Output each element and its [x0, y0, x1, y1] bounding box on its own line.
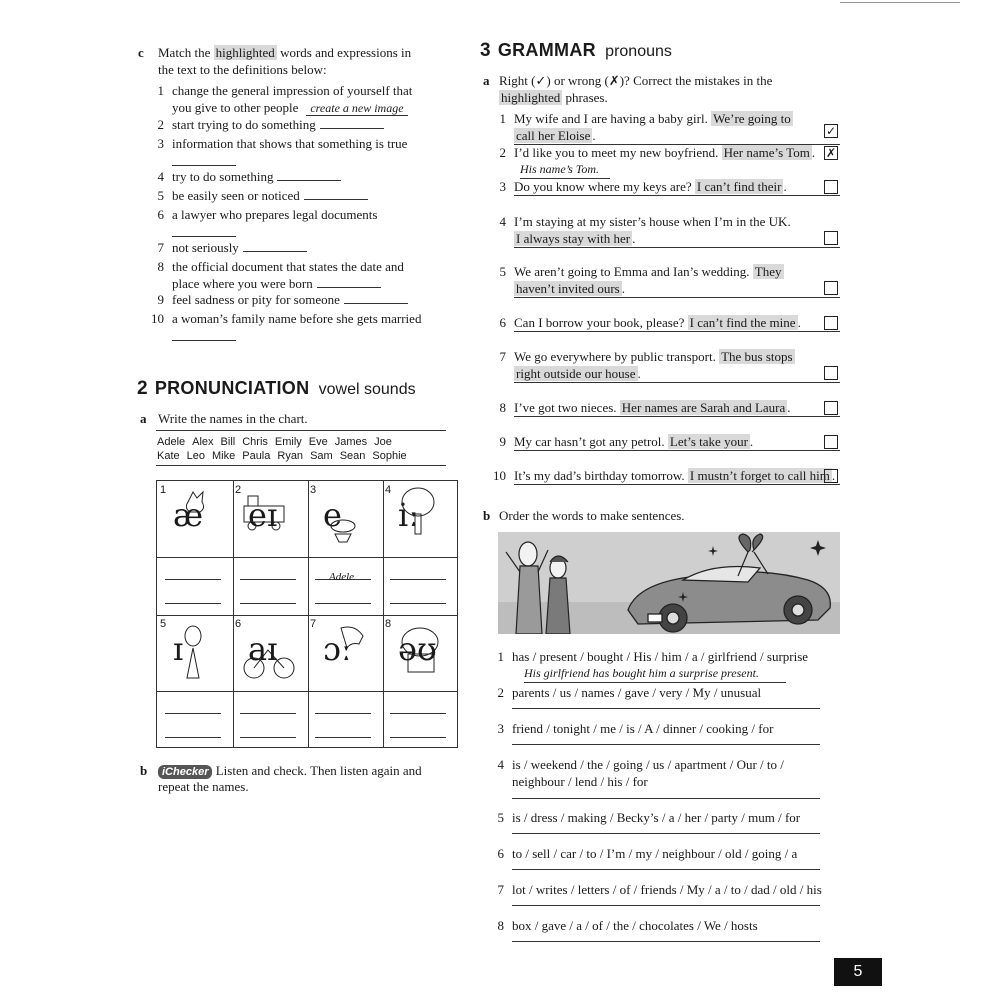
name-word: Joe	[374, 436, 392, 448]
pron-b-text2: repeat the names.	[158, 779, 249, 794]
name-word: Kate	[157, 450, 180, 462]
grammar-item	[514, 178, 824, 195]
chart-example-answer: Adele	[329, 571, 355, 583]
name-word: James	[334, 436, 368, 448]
grammar-item-highlight: They	[754, 264, 782, 279]
grammar-item-text: Do you know where my keys are?	[514, 179, 695, 194]
vocab-item	[172, 187, 452, 204]
chart-row-divider	[157, 691, 457, 692]
order-item-number: 1	[497, 649, 504, 664]
grammar-item-text: My wife and I are having a baby girl.	[514, 111, 712, 126]
grammar-a-label: a	[483, 73, 490, 88]
vocab-item	[172, 82, 452, 117]
order-example-answer: His girlfriend has bought him a surprise present.	[524, 665, 786, 683]
chart-answer-line[interactable]	[240, 579, 296, 580]
names-bottom-rule	[156, 465, 446, 466]
chart-answer-line[interactable]	[165, 579, 221, 580]
grammar-item	[514, 399, 824, 416]
page-number: 5	[853, 963, 863, 980]
vocab-item-text: a lawyer who prepares legal documents	[172, 207, 378, 222]
grammar-item-highlight: Let’s take your	[669, 434, 748, 449]
grammar-item-highlight: Her name’s Tom	[723, 145, 810, 160]
pron-num: 2	[137, 378, 148, 399]
chart-answer-line[interactable]	[165, 737, 221, 738]
grammar-item-highlight: I can’t find their	[696, 179, 782, 194]
order-item-words: has / present / bought / His / him / a / girlfriend / surprise	[512, 649, 809, 664]
order-item-words: to / sell / car / to / I’m / my / neighbour / old / going / a	[512, 846, 798, 861]
grammar-item-text: We go everywhere by public transport.	[514, 349, 720, 364]
grammar-a-text1: Right (✓) or wrong (✗)? Correct the mistakes in the	[499, 73, 773, 88]
grammar-item	[514, 144, 824, 179]
grammar-answer-line[interactable]	[514, 416, 840, 417]
grammar-checkbox[interactable]	[824, 281, 838, 295]
vocab-item	[172, 310, 452, 327]
vocab-item-text: feel sadness or pity for someone	[172, 292, 340, 307]
grammar-item	[514, 213, 824, 247]
grammar-answer-line[interactable]	[514, 247, 840, 248]
order-item-number: 2	[497, 685, 504, 700]
order-item-words: parents / us / names / gave / very / My / unusual	[512, 685, 762, 700]
vocab-instruction-hl: highlighted	[215, 45, 275, 60]
grammar-checkbox[interactable]: ✓	[825, 124, 837, 138]
grammar-item-text: I’d like you to meet my new boyfriend.	[514, 145, 722, 160]
vocab-item-number: 8	[157, 259, 164, 274]
chart-answer-line[interactable]	[240, 737, 296, 738]
vocab-item-text-2: place where you were born	[172, 276, 313, 291]
vocab-example-answer: create a new image	[306, 101, 407, 116]
order-item-number: 3	[497, 721, 504, 736]
top-right-rule	[840, 2, 960, 3]
ipa-symbol: ɔː	[323, 630, 352, 668]
grammar-answer-line[interactable]	[514, 297, 840, 298]
ipa-symbol: ɪ	[173, 630, 184, 668]
chart-answer-line[interactable]	[165, 603, 221, 604]
vocab-answer-line[interactable]	[172, 236, 236, 237]
chart-answer-line[interactable]	[315, 603, 371, 604]
chart-cell-number: 7	[310, 618, 317, 630]
vocab-item-text: information that shows that something is true	[172, 136, 408, 151]
vocab-item-number: 3	[157, 136, 164, 151]
vocab-item-text-2: you give to other people	[172, 100, 299, 115]
grammar-item	[514, 433, 824, 450]
vocab-item-number: 2	[157, 117, 164, 132]
pron-a-text: Write the names in the chart.	[158, 411, 308, 426]
name-word: Emily	[274, 436, 302, 448]
chart-cell-number: 6	[235, 618, 242, 630]
vocab-item-text: be easily seen or noticed	[172, 188, 300, 203]
order-item-number: 8	[497, 918, 504, 933]
grammar-item-text: We aren’t going to Emma and Ian’s wedding.	[514, 264, 753, 279]
name-word: Paula	[242, 450, 271, 462]
ipa-symbol: æ	[173, 496, 204, 534]
grammar-checkbox[interactable]: ✗	[825, 146, 837, 160]
chart-cell-number: 4	[385, 484, 392, 496]
grammar-item-end: .	[783, 179, 787, 194]
vocab-instruction	[158, 44, 458, 78]
grammar-num: 3	[480, 40, 491, 61]
chart-col-divider	[383, 481, 384, 747]
vocab-item-number: 1	[157, 83, 164, 98]
chart-answer-line[interactable]	[240, 713, 296, 714]
order-item	[512, 648, 832, 683]
name-word: Eve	[308, 436, 328, 448]
vocab-item-text: start trying to do something	[172, 117, 316, 132]
page-number-box	[834, 958, 882, 986]
grammar-answer-line[interactable]	[514, 382, 840, 383]
order-item-number: 4	[497, 757, 504, 772]
grammar-item-text: I’m staying at my sister’s house when I’m in the UK.	[514, 214, 791, 229]
grammar-answer-line[interactable]	[514, 484, 840, 485]
vocab-item-number: 9	[157, 292, 164, 307]
chart-answer-line[interactable]	[390, 579, 446, 580]
order-answer-line[interactable]	[512, 905, 820, 906]
ipa-symbol: e	[323, 496, 342, 534]
vocab-item-text: try to do something	[172, 169, 274, 184]
grammar-checkbox[interactable]	[824, 401, 838, 415]
order-item-words-2: neighbour / lend / his / for	[512, 774, 648, 789]
grammar-item-number: 4	[499, 214, 506, 229]
grammar-item-end: .	[749, 434, 754, 449]
vocab-item-text: the official document that states the date and	[172, 259, 404, 274]
order-answer-line[interactable]	[512, 744, 820, 745]
grammar-item-highlight: Her names are Sarah and Laura	[621, 400, 786, 415]
grammar-b-text: Order the words to make sentences.	[499, 508, 685, 523]
order-item	[512, 917, 832, 934]
pron-b-text1: Listen and check. Then listen again and	[215, 763, 422, 778]
chart-row-divider	[157, 615, 457, 616]
order-item-number: 6	[497, 846, 504, 861]
order-item	[512, 684, 832, 701]
grammar-item-number: 2	[499, 145, 506, 160]
chart-col-divider	[308, 481, 309, 747]
vocab-item-text: change the general impression of yourself that	[172, 83, 413, 98]
grammar-item-number: 1	[499, 111, 506, 126]
order-item	[512, 881, 832, 898]
grammar-a-text2: phrases.	[562, 90, 608, 105]
grammar-subtitle: pronouns	[605, 43, 672, 60]
grammar-item-end: .	[621, 281, 625, 296]
order-answer-line[interactable]	[512, 708, 820, 709]
vocab-item	[172, 239, 452, 256]
chart-cell-number: 2	[235, 484, 242, 496]
chart-cell-number: 1	[160, 484, 167, 496]
chart-answer-line[interactable]	[315, 713, 371, 714]
grammar-item-number: 6	[499, 315, 506, 330]
chart-answer-line[interactable]	[390, 603, 446, 604]
grammar-item-highlight: I mustn’t forget to call him	[689, 468, 830, 483]
order-answer-line[interactable]	[512, 941, 820, 942]
vocab-item	[172, 258, 452, 292]
grammar-item-highlight: I can’t find the mine	[689, 315, 796, 330]
name-word: Chris	[242, 436, 268, 448]
vocab-item	[172, 291, 452, 308]
vocab-item-number: 5	[157, 188, 164, 203]
name-word: Ryan	[277, 450, 304, 462]
grammar-checkbox[interactable]	[824, 469, 838, 483]
grammar-item-text: My car hasn’t got any petrol.	[514, 434, 668, 449]
grammar-item-number: 8	[499, 400, 506, 415]
grammar-b-label: b	[483, 508, 491, 523]
vocab-answer-line[interactable]	[277, 170, 341, 181]
chart-answer-line[interactable]	[390, 713, 446, 714]
vocab-answer-line[interactable]	[317, 277, 381, 288]
order-item-words: lot / writes / letters / of / friends / My / a / to / dad / old / his	[512, 882, 822, 897]
grammar-item-text: I’ve got two nieces.	[514, 400, 620, 415]
grammar-item-highlight-2: I always stay with her	[516, 231, 631, 246]
vocab-item	[172, 168, 452, 185]
name-word: Sam	[310, 450, 333, 462]
pron-subtitle: vowel sounds	[318, 381, 416, 398]
order-item-words: is / dress / making / Becky’s / a / her / party / mum / for	[512, 810, 801, 825]
chart-col-divider	[233, 481, 234, 747]
vocab-label: c	[138, 45, 144, 60]
order-answer-line[interactable]	[512, 798, 820, 799]
name-word: Sophie	[372, 450, 407, 462]
grammar-item-text: It’s my dad’s birthday tomorrow.	[514, 468, 688, 483]
vocab-item-number: 7	[157, 240, 164, 255]
names-top-rule	[156, 430, 446, 431]
order-item-words: friend / tonight / me / is / A / dinner / cooking / for	[512, 721, 774, 736]
name-word: Mike	[212, 450, 236, 462]
vocab-answer-line[interactable]	[243, 241, 307, 252]
vocab-answer-line[interactable]	[172, 340, 236, 341]
chart-answer-line[interactable]	[240, 603, 296, 604]
ipa-symbol: iː	[398, 496, 420, 534]
order-item	[512, 756, 832, 790]
grammar-item-highlight-2: haven’t invited ours	[516, 281, 620, 296]
grammar-item-highlight: The bus stops	[721, 349, 793, 364]
grammar-checkbox[interactable]	[824, 435, 838, 449]
grammar-item-end: .	[592, 128, 596, 143]
grammar-item	[514, 314, 824, 331]
name-word: Alex	[192, 436, 214, 448]
grammar-item-end: .	[797, 315, 801, 330]
vocab-item	[172, 206, 452, 223]
ipa-symbol: aɪ	[248, 630, 278, 668]
chart-answer-line[interactable]	[165, 713, 221, 714]
chart-cell-number: 5	[160, 618, 167, 630]
vocab-item	[172, 135, 452, 152]
vocab-instruction-post: words and expressions in	[276, 45, 412, 60]
grammar-answer-line[interactable]	[514, 195, 840, 196]
grammar-item-text: Can I borrow your book, please?	[514, 315, 688, 330]
grammar-item-end: .	[637, 366, 641, 381]
grammar-checkbox[interactable]	[824, 316, 838, 330]
name-word: Sean	[339, 450, 366, 462]
chart-answer-line[interactable]	[390, 737, 446, 738]
grammar-item-number: 9	[499, 434, 506, 449]
pron-title: PRONUNCIATION	[154, 378, 310, 398]
order-item-words: is / weekend / the / going / us / apartment / Our / to /	[512, 757, 784, 772]
grammar-heading	[480, 42, 672, 60]
grammar-item-highlight: We’re going to	[713, 111, 791, 126]
vocab-instruction-line2: the text to the definitions below:	[158, 62, 327, 77]
ichecker-badge[interactable]: iChecker	[158, 765, 212, 779]
chart-answer-line[interactable]	[315, 737, 371, 738]
order-item	[512, 809, 832, 826]
chart-row-divider	[157, 557, 457, 558]
grammar-checkbox[interactable]	[824, 231, 838, 245]
grammar-item-number: 7	[499, 349, 506, 364]
vocab-answer-line[interactable]	[320, 118, 384, 129]
vocab-answer-line[interactable]	[172, 165, 236, 166]
grammar-checkbox[interactable]	[824, 366, 838, 380]
grammar-item-end: .	[632, 231, 636, 246]
vocab-answer-line[interactable]	[304, 189, 368, 200]
sound-chart	[156, 480, 458, 748]
grammar-answer-line[interactable]	[514, 331, 840, 332]
name-word: Adele	[157, 436, 186, 448]
order-item-number: 7	[497, 882, 504, 897]
grammar-item	[514, 263, 824, 297]
pron-heading	[137, 380, 416, 398]
pron-b-label: b	[140, 763, 148, 778]
vocab-answer-line[interactable]	[344, 293, 408, 304]
chart-cell-number: 8	[385, 618, 392, 630]
vocab-instruction-pre: Match the	[158, 45, 214, 60]
grammar-correction: His name’s Tom.	[520, 161, 610, 179]
grammar-a-instruction	[499, 72, 829, 106]
order-answer-line[interactable]	[512, 869, 820, 870]
grammar-item-end: .	[811, 145, 816, 160]
name-word: Bill	[220, 436, 236, 448]
vocab-item-number: 6	[157, 207, 164, 222]
vocab-item-text: a woman’s family name before she gets married	[172, 311, 422, 326]
grammar-item-number: 10	[493, 468, 506, 483]
name-word: Leo	[186, 450, 205, 462]
ipa-symbol: əʊ	[398, 630, 437, 668]
ipa-symbol: eɪ	[248, 496, 278, 534]
grammar-item-end: .	[787, 400, 791, 415]
grammar-item	[514, 348, 824, 382]
grammar-a-hl: highlighted	[501, 90, 561, 105]
vocab-item-text: not seriously	[172, 240, 239, 255]
grammar-item-number: 3	[499, 179, 506, 194]
order-item-words: box / gave / a / of / the / chocolates / We / hosts	[512, 918, 758, 933]
vocab-item-number: 10	[151, 311, 164, 326]
car-gift-illustration	[498, 532, 840, 634]
order-item	[512, 845, 832, 862]
order-answer-line[interactable]	[512, 833, 820, 834]
grammar-item-highlight-2: right outside our house	[516, 366, 636, 381]
grammar-item-number: 5	[499, 264, 506, 279]
grammar-checkbox[interactable]	[824, 180, 838, 194]
grammar-answer-line[interactable]	[514, 450, 840, 451]
grammar-item	[514, 110, 824, 144]
order-item-number: 5	[497, 810, 504, 825]
grammar-title: GRAMMAR	[497, 40, 596, 60]
pron-a-label: a	[140, 411, 147, 426]
grammar-item-end: .	[831, 468, 836, 483]
names-row-2	[157, 448, 414, 465]
order-item	[512, 720, 832, 737]
grammar-item	[514, 467, 836, 484]
vocab-item	[172, 116, 452, 133]
grammar-item-highlight-2: call her Eloise	[516, 128, 591, 143]
vocab-item-number: 4	[157, 169, 164, 184]
chart-cell-number: 3	[310, 484, 317, 496]
pron-b-line1	[158, 762, 422, 779]
